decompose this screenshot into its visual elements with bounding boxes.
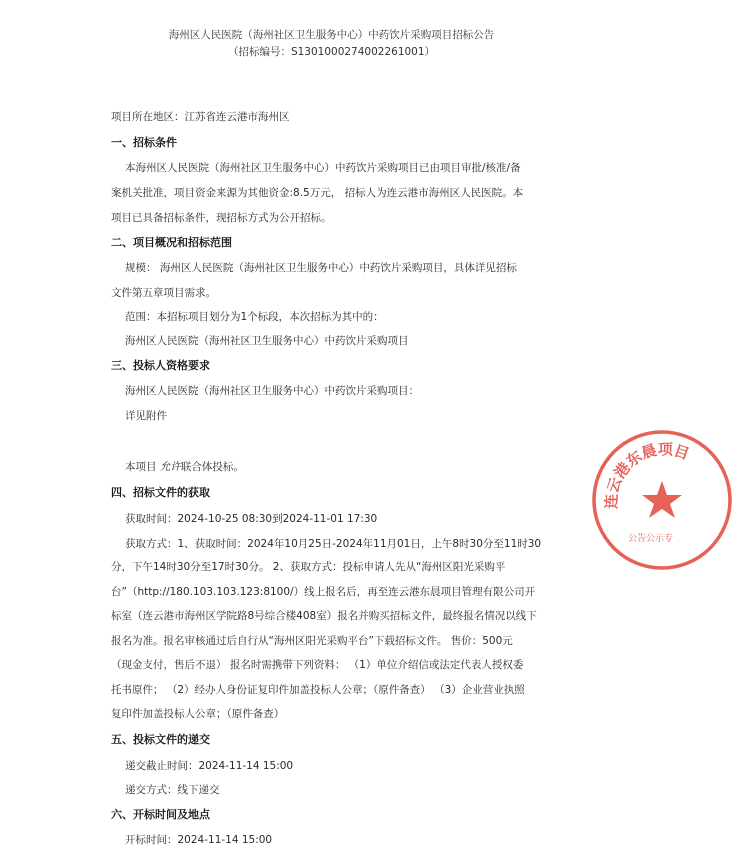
company-seal	[587, 425, 737, 575]
tender-number: （招标编号：S1301000274002261001）	[227, 46, 436, 58]
consortium-statement	[125, 460, 244, 474]
section-heading-4: 四、招标文件的获取	[111, 486, 210, 499]
section-heading-6: 六、开标时间及地点	[111, 808, 210, 821]
project-location: 项目所在地区：江苏省连云港市海州区	[111, 111, 290, 123]
section-4-line-9: 复印件加盖投标人公章；（原件备查）	[111, 708, 285, 720]
section-1-line-3: 项目已具备招标条件，现招标方式为公开招标。	[111, 212, 332, 224]
section-4-line-4: 台”（http://180.103.103.123:8100/）线上报名后，再至连云港东晨项目管理有限公司开	[111, 586, 536, 598]
section-heading-3: 三、投标人资格要求	[111, 359, 210, 372]
section-6-line-1: 开标时间：2024-11-14 15:00	[125, 834, 273, 846]
consortium-allowed: 允许	[159, 461, 181, 473]
section-4-line-5: 标室（连云港市海州区学院路8号综合楼408室）报名并购买招标文件，最终报名情况以线下	[111, 610, 537, 622]
section-4-line-1: 获取时间：2024-10-25 08:30到2024-11-01 17:30	[125, 513, 378, 525]
section-4-line-6: 报名为准。报名审核通过后自行从“海州区阳光采购平台”下载招标文件。 售价：500元	[111, 635, 513, 647]
section-1-line-1: 本海州区人民医院（海州社区卫生服务中心）中药饮片采购项目已由项目审批/核准/备	[125, 162, 521, 174]
svg-text:连云港东晨项目: 连云港东晨项目	[602, 440, 692, 510]
section-5-line-2: 递交方式：线下递交	[125, 784, 220, 796]
document-title: 海州区人民医院（海州社区卫生服务中心）中药饮片采购项目招标公告	[168, 29, 495, 41]
section-1-line-2: 案机关批准，项目资金来源为其他资金:8.5万元， 招标人为连云港市海州区人民医院。本	[111, 187, 524, 199]
section-3-line-2: 详见附件	[125, 410, 167, 422]
section-2-line-2: 文件第五章项目需求。	[111, 287, 216, 299]
section-2-line-4: 海州区人民医院（海州社区卫生服务中心）中药饮片采购项目	[125, 335, 409, 347]
section-3-line-1: 海州区人民医院（海州社区卫生服务中心）中药饮片采购项目：	[125, 385, 419, 397]
section-4-line-8: 托书原件； （2）经办人身份证复印件加盖投标人公章；（原件备查） （3）企业营业执照	[111, 684, 525, 696]
section-4-line-2: 获取方式：1、获取时间：2024年10月25日-2024年11月01日，上午8时30分至11时30	[125, 538, 542, 550]
seal-bottom-text: 公告公示专	[628, 534, 674, 544]
section-heading-5: 五、投标文件的递交	[111, 733, 210, 746]
seal-star-icon	[642, 481, 682, 518]
section-2-line-1: 规模： 海州区人民医院（海州社区卫生服务中心）中药饮片采购项目，具体详见招标	[125, 262, 517, 274]
section-2-line-3: 范围：本招标项目划分为1个标段，本次招标为其中的：	[125, 311, 384, 323]
section-5-line-1: 递交截止时间：2024-11-14 15:00	[125, 760, 294, 772]
section-heading-1: 一、招标条件	[111, 136, 177, 149]
consortium-prefix: 本项目	[125, 461, 160, 473]
section-4-line-7: （现金支付，售后不退） 报名时需携带下列资料： （1）单位介绍信或法定代表人授权委	[111, 659, 524, 671]
section-heading-2: 二、项目概况和招标范围	[111, 236, 232, 249]
consortium-suffix: 联合体投标。	[180, 461, 244, 473]
section-4-line-3: 分，下午14时30分至17时30分。 2、获取方式：投标申请人先从“海州区阳光采购平	[111, 561, 506, 573]
